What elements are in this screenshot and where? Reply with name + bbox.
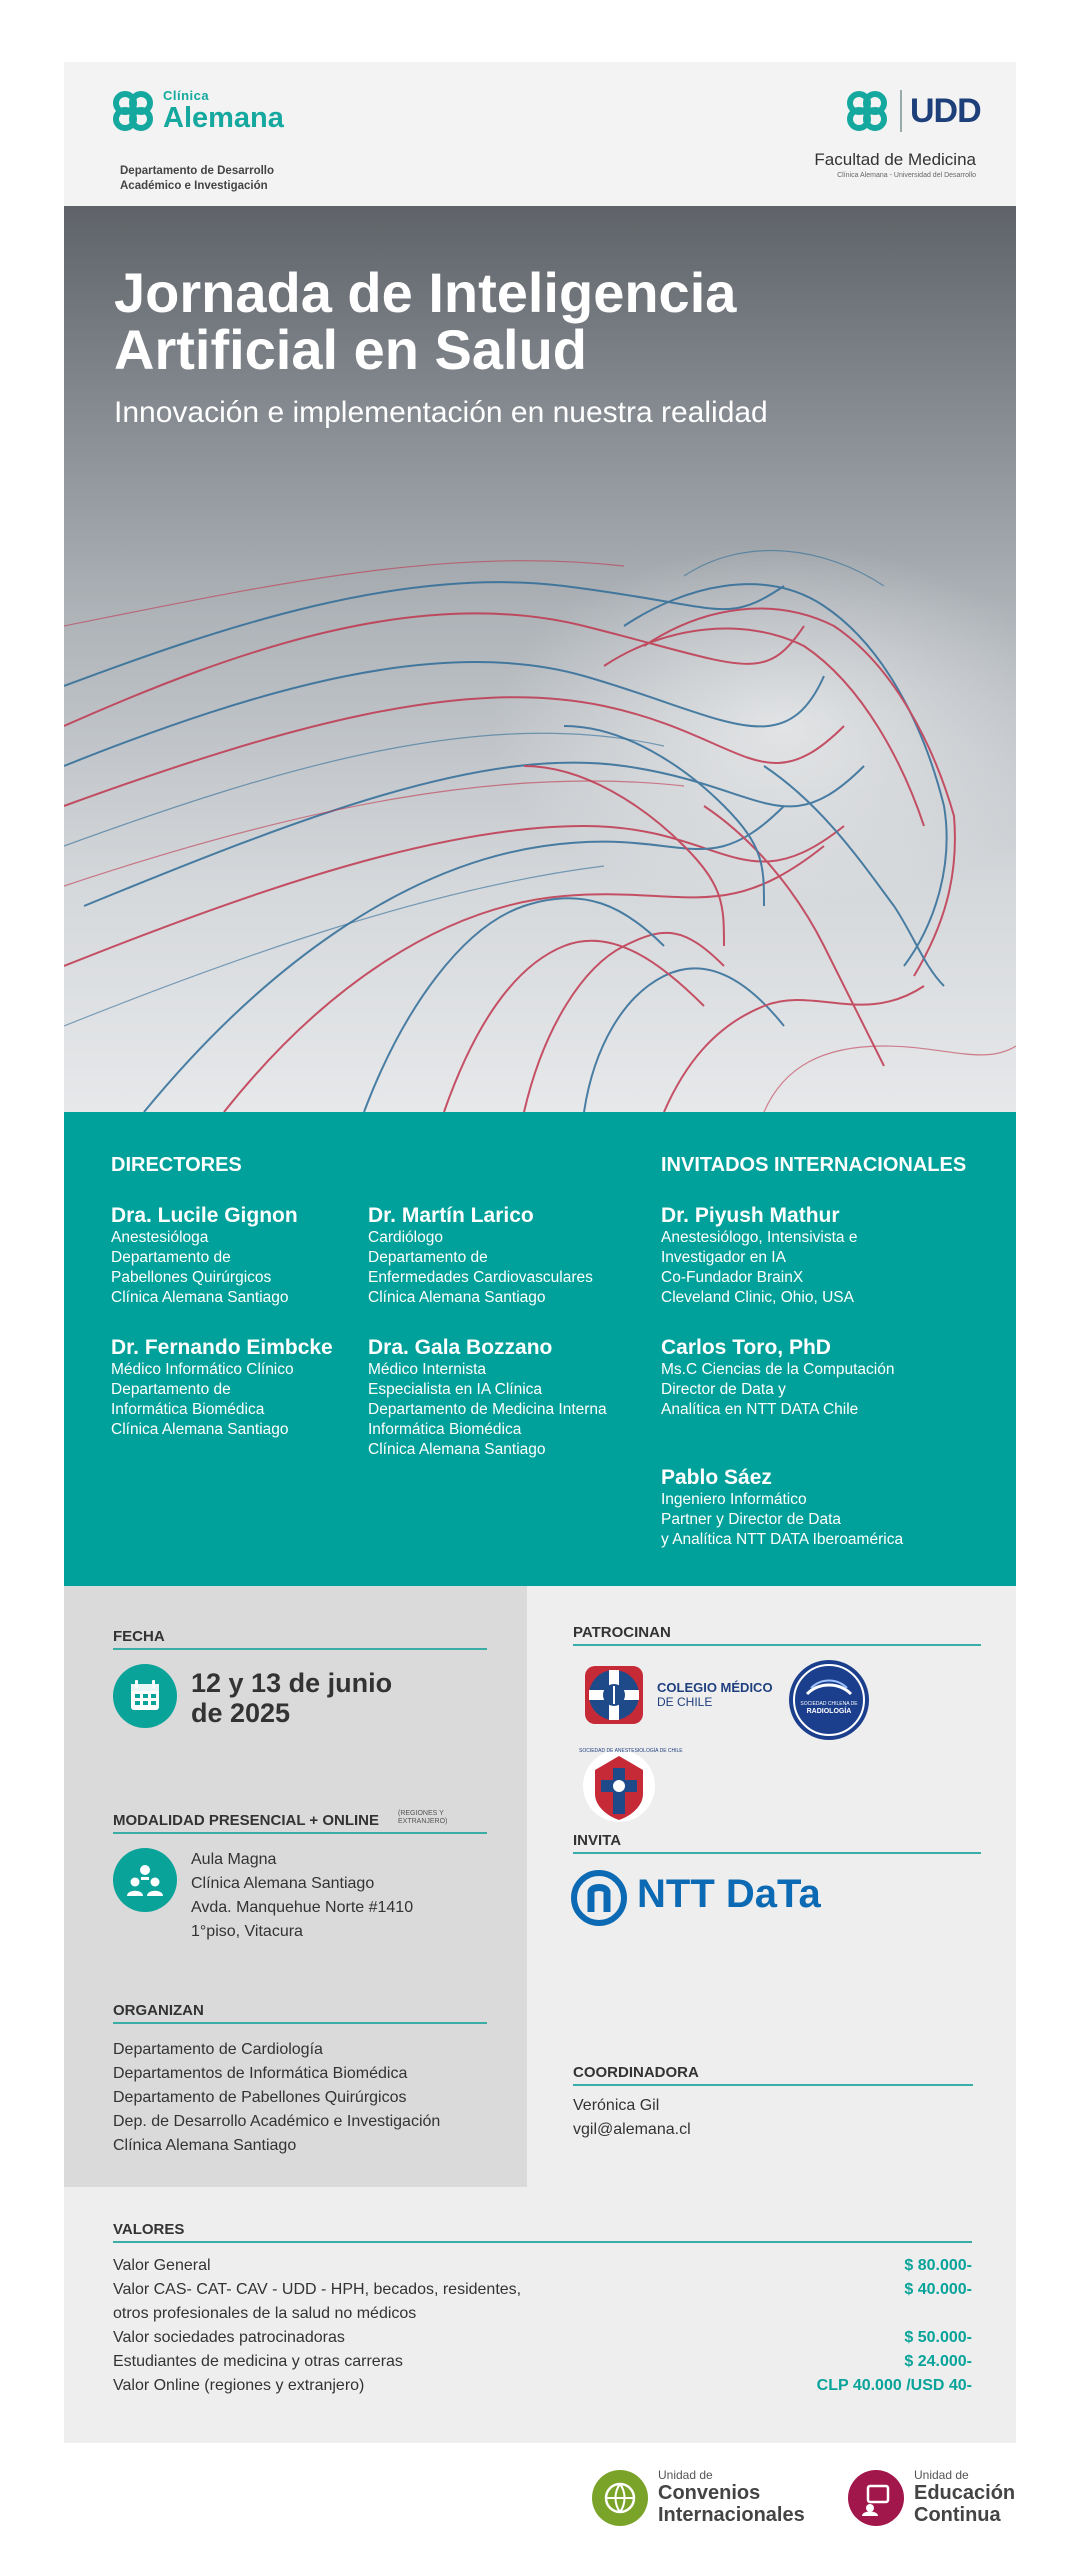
director-detail: Departamento de Medicina Interna: [368, 1401, 607, 1418]
speakers-band: [64, 1112, 1016, 1586]
invitados-heading: INVITADOS INTERNACIONALES: [661, 1154, 967, 1176]
price-value: CLP 40.000 /USD 40-: [816, 2377, 972, 2394]
director-detail: Clínica Alemana Santiago: [111, 1421, 289, 1438]
facultad-subtitle: Clínica Alemana - Universidad del Desarrollo: [837, 172, 976, 179]
director-detail: Enfermedades Cardiovasculares: [368, 1269, 593, 1286]
invitado-detail: Ingeniero Informático: [661, 1491, 807, 1508]
radiologia-text-2: RADIOLOGÍA: [806, 1708, 852, 1715]
colegio-medico-emblem-icon: [579, 1660, 649, 1730]
globe-icon: [590, 2468, 650, 2528]
modalidad-note-2: EXTRANJERO): [398, 1818, 448, 1825]
convenios-small: Unidad de: [658, 2468, 713, 2482]
ntt-data-ring-icon: [569, 1868, 629, 1928]
organizan-label: ORGANIZAN: [113, 2002, 204, 2019]
dept-line-1: Departamento de Desarrollo: [120, 165, 275, 177]
director-detail: Departamento de: [111, 1249, 231, 1266]
price-value: $ 50.000-: [904, 2329, 972, 2346]
director-detail: Pabellones Quirúrgicos: [111, 1269, 272, 1286]
venue-line: 1°piso, Vitacura: [191, 1923, 303, 1940]
price-label: Estudiantes de medicina y otras carreras: [113, 2353, 403, 2370]
event-info-panel: [64, 1586, 527, 2187]
ntt-data-logo: [569, 1866, 849, 1930]
dept-line-2: Académico e Investigación: [120, 180, 268, 192]
invitado-detail: Director de Data y: [661, 1381, 786, 1398]
price-label: Valor sociedades patrocinadoras: [113, 2329, 345, 2346]
coordinadora-email[interactable]: vgil@alemana.cl: [573, 2121, 691, 2138]
education-icon: [846, 2468, 906, 2528]
educacion-line-2: Continua: [914, 2504, 1001, 2526]
fecha-label: FECHA: [113, 1628, 165, 1645]
colegio-medico-text-2: DE CHILE: [657, 1695, 713, 1709]
modalidad-note-1: (REGIONES Y: [398, 1810, 444, 1817]
director-detail: Cardiólogo: [368, 1229, 443, 1246]
price-value: $ 40.000-: [904, 2281, 972, 2298]
invitado-card: [661, 1466, 903, 1550]
convenios-line-2: Internacionales: [658, 2504, 805, 2526]
modalidad-label: MODALIDAD PRESENCIAL + ONLINE: [113, 1812, 379, 1829]
organizer-highlight: Clínica Alemana Santiago: [113, 2137, 297, 2154]
director-detail: Clínica Alemana Santiago: [368, 1289, 546, 1306]
event-title: [114, 261, 974, 381]
invitado-detail: Analítica en NTT DATA Chile: [661, 1401, 859, 1418]
valores-rule: [113, 2241, 972, 2243]
invita-label: INVITA: [573, 1832, 622, 1849]
educacion-small: Unidad de: [914, 2468, 969, 2482]
invitado-detail: Co-Fundador BrainX: [661, 1269, 804, 1286]
radiologia-emblem-icon: [789, 1660, 869, 1740]
director-detail: Departamento de: [111, 1381, 231, 1398]
coordinadora-rule: [573, 2084, 973, 2086]
audience-icon: [113, 1848, 177, 1912]
invitado-detail: Investigador en IA: [661, 1249, 786, 1266]
director-name: Dra. Gala Bozzano: [368, 1336, 553, 1359]
director-detail: Anestesióloga: [111, 1229, 209, 1246]
convenios-internacionales-logo: [590, 2466, 830, 2530]
director-card: [111, 1204, 298, 1308]
hero-image: [64, 206, 1016, 1112]
calendar-icon: [113, 1664, 177, 1728]
educacion-title: [914, 2482, 1015, 2526]
coordinadora-name: Verónica Gil: [573, 2097, 660, 2114]
anestesiologia-text: SOCIEDAD DE ANESTESIOLOGÍA DE CHILE: [579, 1748, 683, 1754]
modalidad-rule: [113, 1832, 487, 1834]
director-detail: Clínica Alemana Santiago: [368, 1441, 546, 1458]
colegio-medico-logo: [579, 1660, 773, 1730]
director-card: [111, 1336, 333, 1440]
price-label: Valor CAS- CAT- CAV - UDD - HPH, becados, residentes,: [113, 2281, 522, 2298]
director-detail: Clínica Alemana Santiago: [111, 1289, 289, 1306]
patrocinan-label: PATROCINAN: [573, 1624, 671, 1641]
convenios-line-1: Convenios: [658, 2482, 761, 2504]
invitado-card: [661, 1336, 894, 1420]
educacion-line-1: Educación: [914, 2482, 1016, 2504]
convenios-title: [658, 2482, 805, 2526]
organizer-item: Dep. de Desarrollo Académico e Investigación: [113, 2113, 441, 2130]
organizer-item: Departamento de Cardiología: [113, 2041, 323, 2058]
fecha-value: [191, 1668, 392, 1728]
event-subtitle: Innovación e implementación en nuestra realidad: [114, 396, 768, 429]
venue-line: Avda. Manquehue Norte #1410: [191, 1899, 414, 1916]
price-label: Valor General: [113, 2257, 211, 2274]
modalidad-note: [398, 1810, 447, 1826]
fecha-rule: [113, 1648, 487, 1650]
educacion-continua-logo: [846, 2466, 1026, 2530]
director-card: [368, 1336, 607, 1460]
director-detail: Informática Biomédica: [111, 1401, 265, 1418]
patrocinan-rule: [573, 1644, 981, 1646]
logo-department: [120, 164, 274, 194]
organizer-item: Departamento de Pabellones Quirúrgicos: [113, 2089, 407, 2106]
udd-logo: [796, 86, 981, 186]
anestesiologia-logo: [579, 1746, 683, 1826]
invitado-name: Pablo Sáez: [661, 1466, 772, 1489]
organizan-list: [113, 2038, 440, 2158]
director-detail: Médico Internista: [368, 1361, 487, 1378]
colegio-medico-text-1: COLEGIO MÉDICO: [657, 1680, 773, 1695]
facultad-de-medicina: Facultad de Medicina: [814, 150, 976, 169]
radiologia-text-1: SOCIEDAD CHILENA DE: [800, 1701, 858, 1707]
director-name: Dr. Martín Larico: [368, 1204, 534, 1227]
logo-clinica-text: Clínica: [163, 88, 210, 103]
clinica-alemana-knot-icon: [108, 86, 158, 136]
director-name: Dr. Fernando Eimbcke: [111, 1336, 333, 1359]
invitado-detail: Cleveland Clinic, Ohio, USA: [661, 1289, 854, 1306]
invitado-card: [661, 1204, 857, 1308]
invitado-name: Carlos Toro, PhD: [661, 1336, 831, 1359]
venue-line: Aula Magna: [191, 1851, 277, 1868]
price-value: $ 24.000-: [904, 2353, 972, 2370]
fecha-line-1: 12 y 13 de junio: [191, 1668, 393, 1698]
coordinadora-label: COORDINADORA: [573, 2064, 699, 2081]
header-bar: [64, 62, 1016, 206]
price-label: Valor Online (regiones y extranjero): [113, 2377, 365, 2394]
invitado-detail: Partner y Director de Data: [661, 1511, 842, 1528]
venue-line: Clínica Alemana Santiago: [191, 1875, 375, 1892]
director-detail: Especialista en IA Clínica: [368, 1381, 543, 1398]
fecha-line-2: de 2025: [191, 1698, 291, 1728]
udd-knot-icon: [842, 86, 892, 136]
directores-heading: DIRECTORES: [111, 1154, 242, 1176]
price-label: otros profesionales de la salud no médicos: [113, 2305, 417, 2322]
invitado-detail: Anestesiólogo, Intensivista e: [661, 1229, 858, 1246]
radiologia-logo: [789, 1660, 869, 1740]
invita-rule: [573, 1852, 981, 1854]
title-line-1: Jornada de Inteligencia: [114, 261, 737, 324]
sponsors-panel: [527, 1586, 1016, 2187]
invitado-detail: Ms.C Ciencias de la Computación: [661, 1361, 895, 1378]
valores-label: VALORES: [113, 2221, 185, 2238]
prices-panel: [64, 2187, 1016, 2443]
invitado-name: Dr. Piyush Mathur: [661, 1204, 840, 1227]
organizer-item: Departamentos de Informática Biomédica: [113, 2065, 408, 2082]
logo-alemana-text: Alemana: [163, 102, 284, 134]
director-card: [368, 1204, 593, 1308]
venue-address: [191, 1848, 413, 1944]
price-value: $ 80.000-: [904, 2257, 972, 2274]
director-detail: Médico Informático Clínico: [111, 1361, 294, 1378]
director-name: Dra. Lucile Gignon: [111, 1204, 298, 1227]
udd-mark: UDD: [910, 92, 981, 130]
ntt-data-wordmark: NTT DaTa: [637, 1872, 821, 1916]
title-line-2: Artificial en Salud: [114, 318, 587, 381]
director-detail: Departamento de: [368, 1249, 488, 1266]
anestesiologia-emblem-icon: [579, 1746, 683, 1826]
invitado-detail: y Analítica NTT DATA Iberoamérica: [661, 1531, 904, 1548]
organizan-rule: [113, 2022, 487, 2024]
director-detail: Informática Biomédica: [368, 1421, 522, 1438]
